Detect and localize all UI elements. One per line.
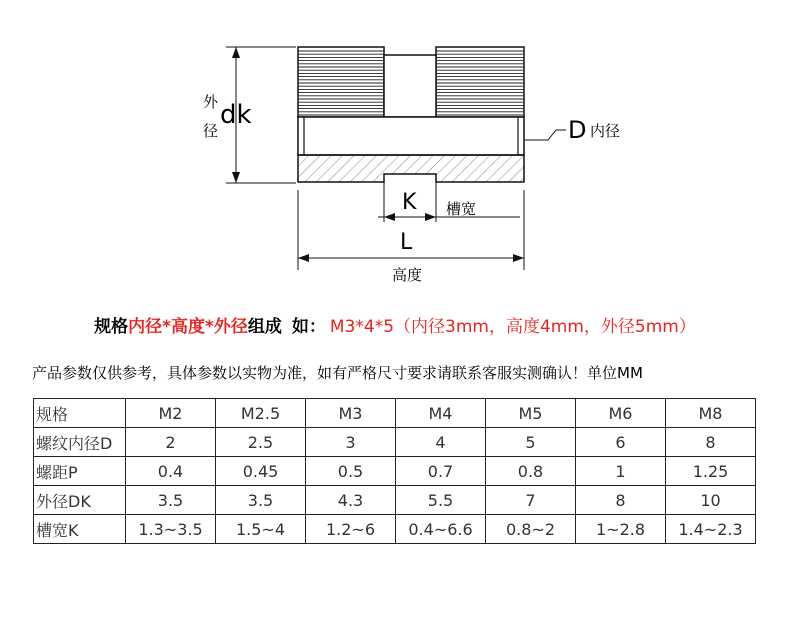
outer-dia-label-bottom: 径 [203, 122, 219, 140]
k-label: K [402, 190, 417, 215]
height-label: 高度 [392, 266, 423, 284]
spec-suffix: 组成 [247, 317, 282, 337]
table-cell: M5 [486, 399, 576, 428]
spec-sep-2: * [205, 317, 214, 337]
table-cell: 0.4~6.6 [396, 515, 486, 544]
table-cell: 1.25 [666, 457, 756, 486]
table-cell: 2.5 [216, 428, 306, 457]
table-cell: 5.5 [396, 486, 486, 515]
spec-description [0, 312, 790, 337]
table-cell: 3.5 [126, 486, 216, 515]
outer-dia-label-top: 外 [203, 93, 219, 111]
table-cell: 4 [396, 428, 486, 457]
table-row [34, 399, 756, 428]
bore-section [298, 117, 524, 155]
table-row [34, 457, 756, 486]
table-cell: 4.3 [306, 486, 396, 515]
table-cell: 1.5~4 [216, 515, 306, 544]
row-header: 螺距P [34, 457, 126, 486]
table-cell: 0.7 [396, 457, 486, 486]
spec-example-value: M3*4*5（内径3mm，高度4mm，外径5mm） [329, 317, 696, 337]
table-cell: 1~2.8 [576, 515, 666, 544]
table-cell: 0.8~2 [486, 515, 576, 544]
table-cell: M8 [666, 399, 756, 428]
row-header: 螺纹内径D [34, 428, 126, 457]
knurled-head-right [436, 47, 524, 117]
table-cell: M2 [126, 399, 216, 428]
table-cell: M3 [306, 399, 396, 428]
d-label: D [568, 116, 587, 144]
table-cell: 7 [486, 486, 576, 515]
hatched-wall [298, 155, 524, 182]
dk-label: dk [220, 100, 252, 130]
table-row [34, 486, 756, 515]
spec-example-label: 如： [291, 317, 326, 337]
table-cell: 1.4~2.3 [666, 515, 756, 544]
spec-sep-1: * [162, 317, 172, 337]
insert-nut-diagram [0, 0, 790, 300]
table-cell: 6 [576, 428, 666, 457]
table-cell: 8 [576, 486, 666, 515]
table-cell: 0.8 [486, 457, 576, 486]
spec-table [33, 398, 756, 544]
table-cell: 0.45 [216, 457, 306, 486]
row-header: 外径DK [34, 486, 126, 515]
table-cell: M2.5 [216, 399, 306, 428]
spec-part-outer: 外径 [213, 317, 248, 337]
spec-prefix: 规格 [94, 317, 129, 337]
d-leader-line [524, 130, 566, 140]
table-cell: 5 [486, 428, 576, 457]
table-cell: 1.2~6 [306, 515, 396, 544]
l-label: L [400, 230, 413, 255]
table-cell: 3.5 [216, 486, 306, 515]
table-cell: 1.3~3.5 [126, 515, 216, 544]
row-header: 槽宽K [34, 515, 126, 544]
table-row [34, 428, 756, 457]
spec-part-inner: 内径 [128, 317, 163, 337]
inner-dia-label: 内径 [590, 122, 621, 140]
spec-part-height: 高度 [171, 317, 206, 337]
table-cell: 0.5 [306, 457, 396, 486]
knurled-head-left [298, 47, 384, 117]
table-cell: 0.4 [126, 457, 216, 486]
parameter-notice: 产品参数仅供参考，具体参数以实物为准，如有严格尺寸要求请联系客服实测确认！单位MM [32, 364, 643, 382]
table-cell: M4 [396, 399, 486, 428]
table-row [34, 515, 756, 544]
groove-width-label: 槽宽 [446, 200, 477, 218]
table-cell: M6 [576, 399, 666, 428]
row-header: 规格 [34, 399, 126, 428]
table-cell: 8 [666, 428, 756, 457]
table-cell: 3 [306, 428, 396, 457]
table-cell: 1 [576, 457, 666, 486]
table-cell: 10 [666, 486, 756, 515]
table-cell: 2 [126, 428, 216, 457]
top-center-section [384, 55, 436, 117]
